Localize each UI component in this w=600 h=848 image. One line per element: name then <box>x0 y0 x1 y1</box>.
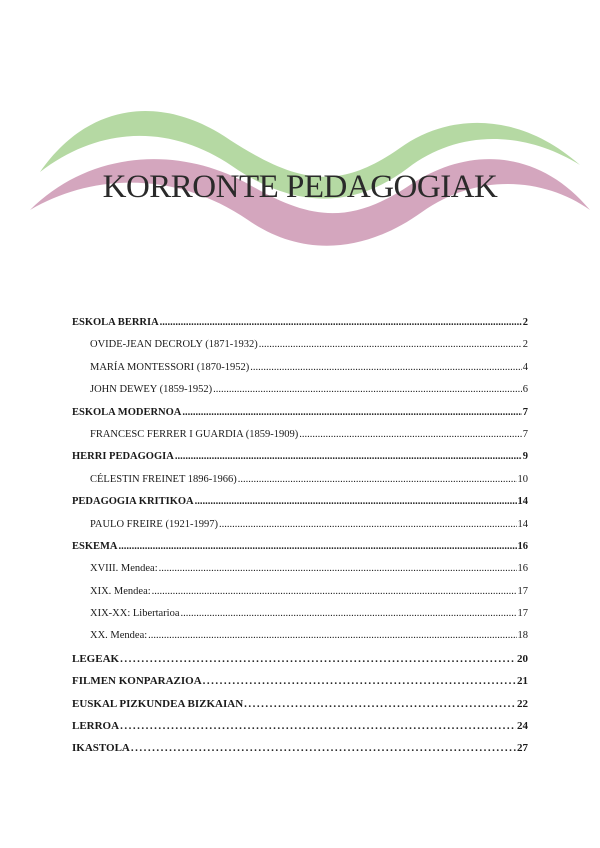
toc-entry-page-number: 20 <box>517 652 528 665</box>
toc-entry[interactable] <box>72 424 528 446</box>
toc-leader-dots <box>160 312 522 334</box>
toc-entry-label: EUSKAL PIZKUNDEA BIZKAIAN <box>72 697 244 710</box>
toc-entry-page-number: 16 <box>517 540 528 552</box>
toc-entry-label: OVIDE-JEAN DECROLY (1871-1932) <box>90 339 258 351</box>
title-banner <box>0 0 600 290</box>
toc-entry[interactable] <box>72 648 528 670</box>
toc-entry-page-number: 2 <box>522 317 528 328</box>
toc-entry[interactable] <box>72 491 528 513</box>
toc-leader-dots <box>219 514 517 536</box>
toc-entry-page-number: 14 <box>517 496 528 508</box>
toc-entry[interactable] <box>72 715 528 737</box>
toc-entry-label: IKASTOLA <box>72 742 130 755</box>
toc-entry[interactable] <box>72 536 528 558</box>
toc-leader-dots <box>195 491 517 513</box>
toc-entry-page-number: 10 <box>517 473 528 485</box>
toc-entry-page-number: 27 <box>517 742 528 755</box>
toc-entry-page-number: 2 <box>522 339 528 351</box>
toc-entry-label: JOHN DEWEY (1859-1952) <box>90 384 213 396</box>
toc-leader-dots <box>131 737 516 759</box>
toc-entry-page-number: 7 <box>522 406 528 418</box>
toc-entry-label: LERROA <box>72 720 120 733</box>
toc-leader-dots <box>148 625 516 647</box>
toc-entry-page-number: 21 <box>517 675 528 688</box>
toc-entry-page-number: 9 <box>522 451 528 463</box>
toc-leader-dots <box>175 446 522 468</box>
toc-leader-dots <box>182 402 521 424</box>
toc-entry[interactable] <box>72 312 528 334</box>
toc-entry-page-number: 7 <box>522 428 528 440</box>
toc-entry-label: FILMEN KONPARAZIOA <box>72 675 202 688</box>
toc-entry-page-number: 17 <box>517 585 528 597</box>
toc-entry-label: ESKOLA MODERNOA <box>72 406 182 418</box>
toc-entry-page-number: 6 <box>522 384 528 396</box>
toc-entry-label: ESKOLA BERRIA <box>72 317 159 328</box>
toc-entry-page-number: 4 <box>522 361 528 373</box>
toc-entry[interactable] <box>72 693 528 715</box>
toc-leader-dots <box>120 648 516 670</box>
toc-entry-label: FRANCESC FERRER I GUARDIA (1859-1909) <box>90 428 299 440</box>
toc-leader-dots <box>259 334 522 356</box>
toc-entry-label: PEDAGOGIA KRITIKOA <box>72 496 194 508</box>
toc-leader-dots <box>213 379 522 401</box>
table-of-contents <box>72 312 528 760</box>
toc-entry-label: XIX. Mendea: <box>90 585 151 597</box>
toc-entry[interactable] <box>72 469 528 491</box>
toc-entry-label: MARÍA MONTESSORI (1870-1952) <box>90 361 250 373</box>
toc-entry-page-number: 18 <box>517 630 528 642</box>
page-title: KORRONTE PEDAGOGIAK <box>102 169 498 205</box>
toc-entry[interactable] <box>72 670 528 692</box>
toc-entry-label: CÉLESTIN FREINET 1896-1966) <box>90 473 237 485</box>
toc-entry-page-number: 16 <box>517 563 528 575</box>
toc-entry-page-number: 22 <box>517 697 528 710</box>
toc-leader-dots <box>238 469 517 491</box>
toc-entry-label: LEGEAK <box>72 652 120 665</box>
toc-entry[interactable] <box>72 334 528 356</box>
toc-entry[interactable] <box>72 514 528 536</box>
toc-entry-label: XIX-XX: Libertarioa <box>90 608 180 620</box>
toc-entry[interactable] <box>72 379 528 401</box>
toc-leader-dots <box>203 670 516 692</box>
toc-leader-dots <box>250 357 521 379</box>
toc-entry[interactable] <box>72 558 528 580</box>
toc-entry-page-number: 17 <box>517 608 528 620</box>
toc-entry-label: XVIII. Mendea: <box>90 563 158 575</box>
toc-leader-dots <box>152 581 517 603</box>
toc-entry[interactable] <box>72 357 528 379</box>
toc-leader-dots <box>159 558 517 580</box>
toc-entry[interactable] <box>72 581 528 603</box>
toc-entry[interactable] <box>72 446 528 468</box>
wave-decoration <box>0 0 600 290</box>
toc-leader-dots <box>120 715 516 737</box>
toc-entry-page-number: 14 <box>517 518 528 530</box>
toc-entry-label: HERRI PEDAGOGIA <box>72 451 174 463</box>
toc-entry[interactable] <box>72 737 528 759</box>
toc-leader-dots <box>181 603 517 625</box>
toc-entry[interactable] <box>72 625 528 647</box>
toc-leader-dots <box>244 693 516 715</box>
toc-entry-label: ESKEMA <box>72 540 118 552</box>
toc-entry-page-number: 24 <box>517 720 528 733</box>
toc-entry[interactable] <box>72 603 528 625</box>
toc-entry-label: XX. Mendea: <box>90 630 148 642</box>
toc-entry-label: PAULO FREIRE (1921-1997) <box>90 518 218 530</box>
toc-entry[interactable] <box>72 402 528 424</box>
toc-leader-dots <box>119 536 517 558</box>
toc-leader-dots <box>299 424 521 446</box>
